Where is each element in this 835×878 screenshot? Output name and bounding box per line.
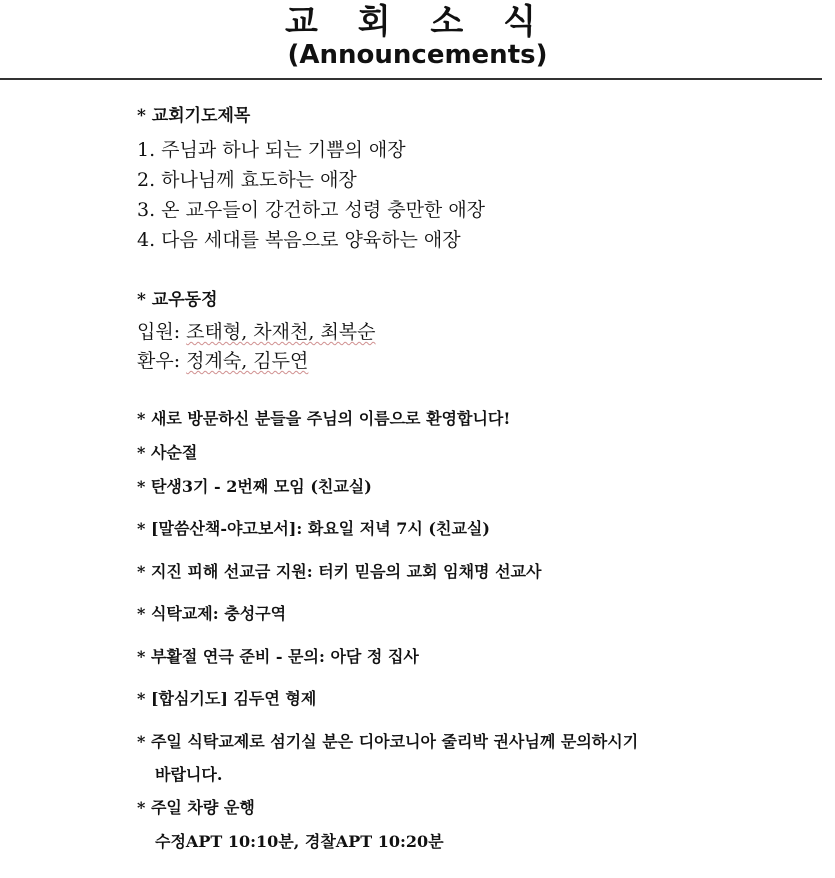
sick-label: 환우: (137, 350, 187, 372)
notice-lent: * 사순절 (137, 443, 198, 462)
notice-meal-service-cont: 바랍니다. (155, 765, 223, 784)
title-divider (0, 78, 822, 80)
notice-birth-group: * 탄생3기 - 2번째 모임 (친교실) (137, 477, 372, 496)
admitted-line (137, 317, 376, 344)
sick-names: 정계숙, 김두연 (186, 350, 309, 372)
notice-shuttle-times: 수정APT 10:10분, 경찰APT 10:20분 (155, 832, 444, 851)
prayer-heading: * 교회기도제목 (137, 106, 251, 126)
admitted-label: 입원: (137, 321, 187, 343)
prayer-item: 1. 주님과 하나 되는 기쁨의 애장 (137, 139, 406, 161)
prayer-item: 4. 다음 세대를 복음으로 양육하는 애장 (137, 229, 461, 251)
notice-easter-play: * 부활절 연극 준비 - 문의: 아담 정 집사 (137, 647, 419, 666)
prayer-item: 3. 온 교우들이 강건하고 성령 충만한 애장 (137, 199, 486, 221)
page-subtitle: (Announcements) (287, 40, 548, 70)
notice-welcome: * 새로 방문하신 분들을 주님의 이름으로 환영합니다! (137, 409, 511, 428)
notice-meal-service: * 주일 식탁교제로 섬기실 분은 디아코니아 줄리박 권사님께 문의하시기 (137, 732, 639, 751)
members-heading: * 교우동정 (137, 290, 218, 310)
notice-shuttle: * 주일 차량 운행 (137, 798, 255, 817)
notice-fellowship: * 식탁교제: 충성구역 (137, 604, 287, 623)
notice-prayer: * [합심기도] 김두연 형제 (137, 689, 317, 708)
notice-earthquake: * 지진 피해 선교금 지원: 터키 믿음의 교회 임채명 선교사 (137, 562, 542, 581)
notice-bible-study: * [말씀산책-야고보서]: 화요일 저녁 7시 (친교실) (137, 519, 490, 538)
prayer-item: 2. 하나님께 효도하는 애장 (137, 169, 357, 191)
admitted-names: 조태형, 차재천, 최복순 (186, 321, 376, 343)
page-title: 교 회 소 식 (285, 2, 550, 42)
sick-line (137, 346, 308, 373)
